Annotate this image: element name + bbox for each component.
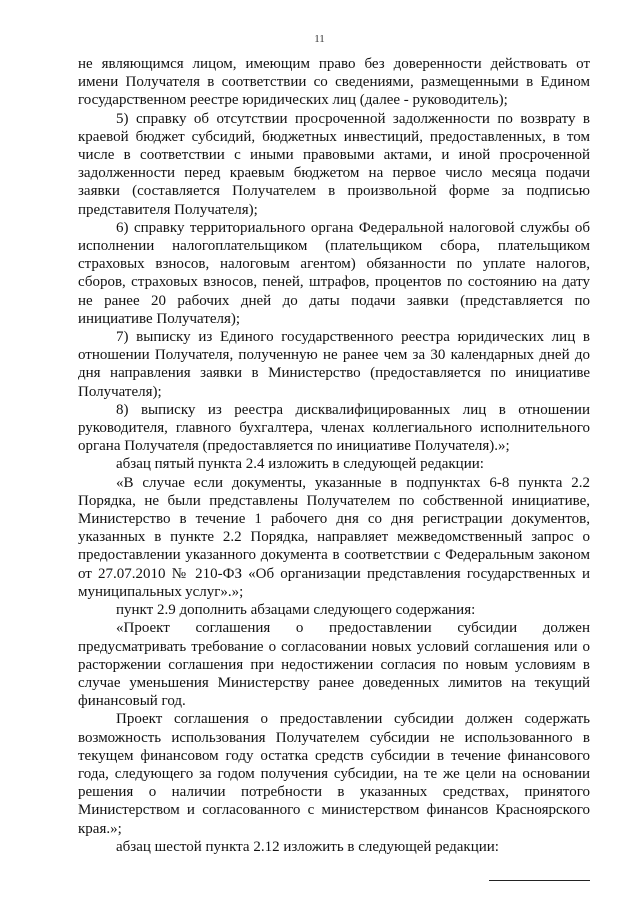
page-number: 11: [314, 33, 325, 45]
document-body: [78, 55, 590, 856]
paragraph-7: «В случае если документы, указанные в подпунктах 6-8 пункта 2.2 Порядка, не были представлены Получателем по собственной инициативе, Министерство в течение 1 рабочего дня со дня регистрации документов, указанных в пункте 2.2 Порядка, направляет межведомственный запрос о предоставлении указанного документа в соответствии с Федеральным законом от 27.07.2010 № 210-ФЗ «Об организации представления государственных и муниципальных услуг».»;: [78, 474, 590, 600]
paragraph-5: 8) выписку из реестра дисквалифицированных лиц в отношении руководителя, главного бухгалтера, членах коллегиального исполнительного органа Получателя (предоставляется по инициативе Получателя).»;: [78, 401, 590, 455]
paragraph-1: не являющимся лицом, имеющим право без доверенности действовать от имени Получателя в соответствии со сведениями, размещенными в Едином государственном реестре юридических лиц (далее - руководитель);: [78, 56, 590, 109]
paragraph-6: абзац пятый пункта 2.4 изложить в следующей редакции:: [116, 456, 484, 473]
paragraph-2: 5) справку об отсутствии просроченной задолженности по возврату в краевой бюджет субсидий, бюджетных инвестиций, предоставленных, в том числе в соответствии с иными правовыми актами, и иной просроченной задолженности перед краевым бюджетом на первое число месяца подачи заявки (составляется Получателем в произвольной форме за подписью представителя Получателя);: [78, 110, 590, 218]
paragraph-9: «Проект соглашения о предоставлении субсидии должен предусматривать требование о согласовании новых условий соглашения или о расторжении соглашения при недостижении согласия по новым условиям в случае уменьшения Министерству ранее доведенных лимитов на текущий финансовый год.: [78, 620, 590, 710]
paragraph-11: абзац шестой пункта 2.12 изложить в следующей редакции:: [116, 838, 499, 855]
paragraph-10: Проект соглашения о предоставлении субсидии должен содержать возможность использования Получателем субсидии не использованного в текущем финансовом году остатка средств субсидии в течение финансового года, следующего за годом получения субсидии, на те же цели на основании решения о наличии потребности в указанных средствах, принятого Министерством и согласованного с министерством финансов Красноярского края.»;: [78, 711, 590, 837]
paragraph-8: пункт 2.9 дополнить абзацами следующего содержания:: [116, 602, 476, 619]
footer-rule: [489, 880, 590, 881]
paragraph-3: 6) справку территориального органа Федеральной налоговой службы об исполнении налогоплательщиком (плательщиком сбора, плательщиком страховых взносов, налоговым агентом) обязанности по уплате налогов, сборов, страховых взносов, пеней, штрафов, процентов по состоянию на дату не ранее 20 рабочих дней до даты подачи заявки (представляется по инициативе Получателя);: [78, 219, 590, 327]
paragraph-4: 7) выписку из Единого государственного реестра юридических лиц в отношении Получателя, полученную не ранее чем за 30 календарных дней до дня направления заявки в Министерство (предоставляется по инициативе Получателя);: [78, 329, 590, 400]
